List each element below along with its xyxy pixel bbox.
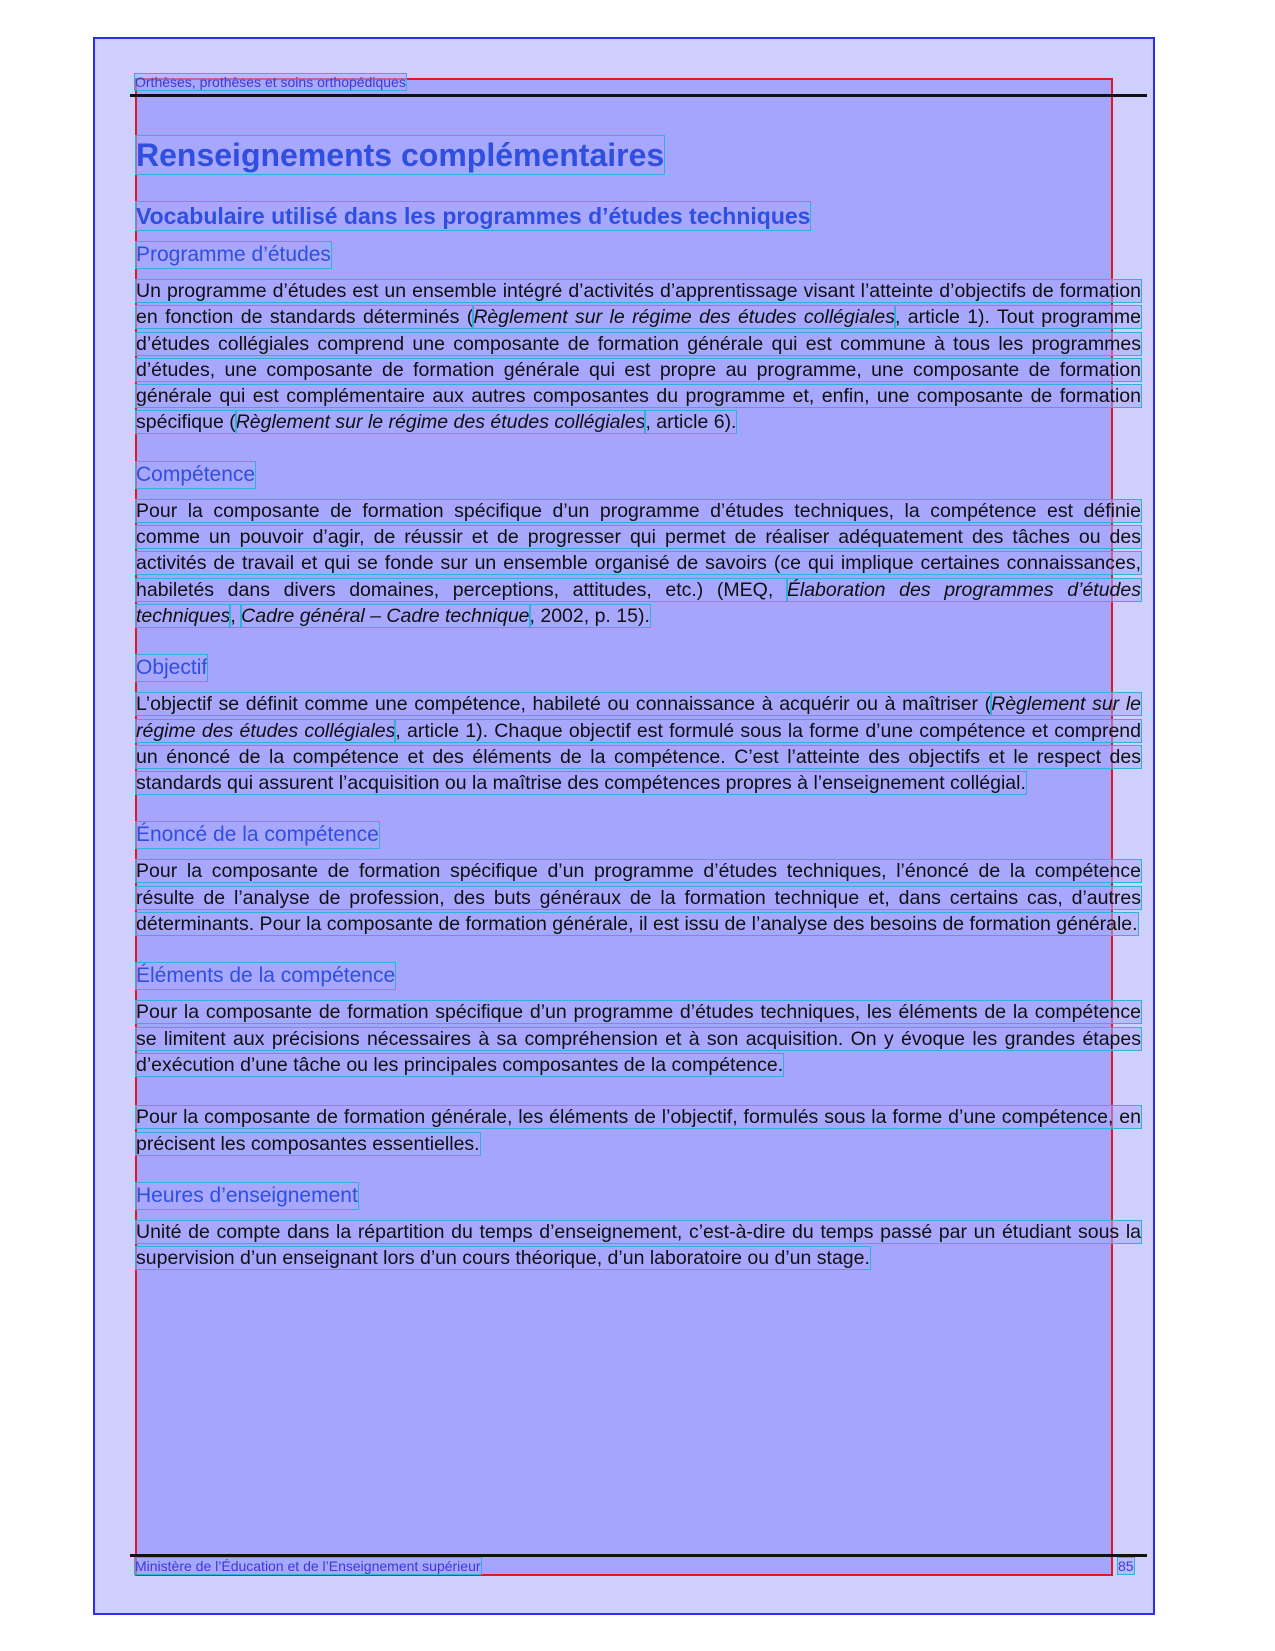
page-title: Renseignements complémentaires bbox=[136, 137, 665, 173]
paragraph-elements-1: Pour la composante de formation spécifique d’un programme d’études techniques, les éléments de la compétence se limitent aux précisions nécessaires à sa compréhension et à son acquisition. On y évoque les grandes étapes d’exécution d’une tâche ou les principales composantes de la compétence. bbox=[136, 1001, 1141, 1076]
section-heading-heures: Heures d’enseignement bbox=[136, 1183, 358, 1207]
paragraph-programme: Un programme d’études est un ensemble intégré d’activités d’apprentissage visant l’atteinte d’objectifs de formation en fonction de standards déterminés (Règlement sur le régime des études collégiales, article 1). Tout programme d’études collégiales comprend une composante de formation générale qui est commune à tous les programmes d’études, une composante de formation générale qui est propre au programme, une composante de formation générale qui est complémentaire aux autres composantes du programme et, enfin, une composante de formation spécifique (Règlement sur le régime des études collégiales, article 6). bbox=[136, 280, 1141, 434]
paragraph-competence: Pour la composante de formation spécifique d’un programme d’études techniques, la compétence est définie comme un pouvoir d’agir, de réussir et de progresser qui permet de réaliser adéquatement des tâches ou des activités de travail et qui se fonde sur un ensemble organisé de savoirs (ce qui implique certaines connaissances, habiletés dans divers domaines, perceptions, attitudes, etc.) (MEQ, Élaboration des programmes d’études techniques, Cadre général – Cadre technique, 2002, p. 15). bbox=[136, 499, 1141, 627]
paragraph-heures: Unité de compte dans la répartition du temps d’enseignement, c’est-à-dire du temps passé par un étudiant sous la supervision d’un enseignant lors d’un cours théorique, d’un laboratoire ou d’un stage. bbox=[136, 1220, 1141, 1270]
page-subtitle: Vocabulaire utilisé dans les programmes d’études techniques bbox=[136, 203, 811, 229]
paragraph-enonce: Pour la composante de formation spécifique d’un programme d’études techniques, l’énoncé de la compétence résulte de l’analyse de profession, des buts généraux de la formation technique et, dans certains cas, d’autres déterminants. Pour la composante de formation générale, il est issu de l’analyse des besoins de formation générale. bbox=[136, 860, 1141, 936]
page-number: 85 bbox=[1118, 1558, 1134, 1574]
running-header: Orthèses, prothèses et soins orthopédiques bbox=[135, 74, 406, 90]
footer-ministry: Ministère de l’Éducation et de l’Enseignement supérieur bbox=[135, 1558, 481, 1574]
section-heading-objectif: Objectif bbox=[136, 656, 208, 680]
section-heading-competence: Compétence bbox=[136, 462, 256, 486]
footer-rule bbox=[130, 1554, 1147, 1557]
paragraph-elements-2: Pour la composante de formation générale, les éléments de l’objectif, formulés sous la forme d’une compétence, en précisent les composantes essentielles. bbox=[136, 1106, 1141, 1155]
document-body bbox=[136, 136, 1141, 1297]
header-rule bbox=[130, 94, 1147, 97]
paragraph-objectif: L’objectif se définit comme une compétence, habileté ou connaissance à acquérir ou à maîtriser (Règlement sur le régime des études collégiales, article 1). Chaque objectif est formulé sous la forme d’une compétence et comprend un énoncé de la compétence et des éléments de la compétence. C’est l’atteinte des objectifs et le respect des standards qui assurent l’acquisition ou la maîtrise des compétences propres à l’enseignement collégial. bbox=[136, 693, 1141, 795]
section-heading-elements: Éléments de la compétence bbox=[136, 964, 396, 988]
section-heading-programme: Programme d’études bbox=[136, 243, 331, 266]
section-heading-enonce: Énoncé de la compétence bbox=[136, 823, 379, 847]
